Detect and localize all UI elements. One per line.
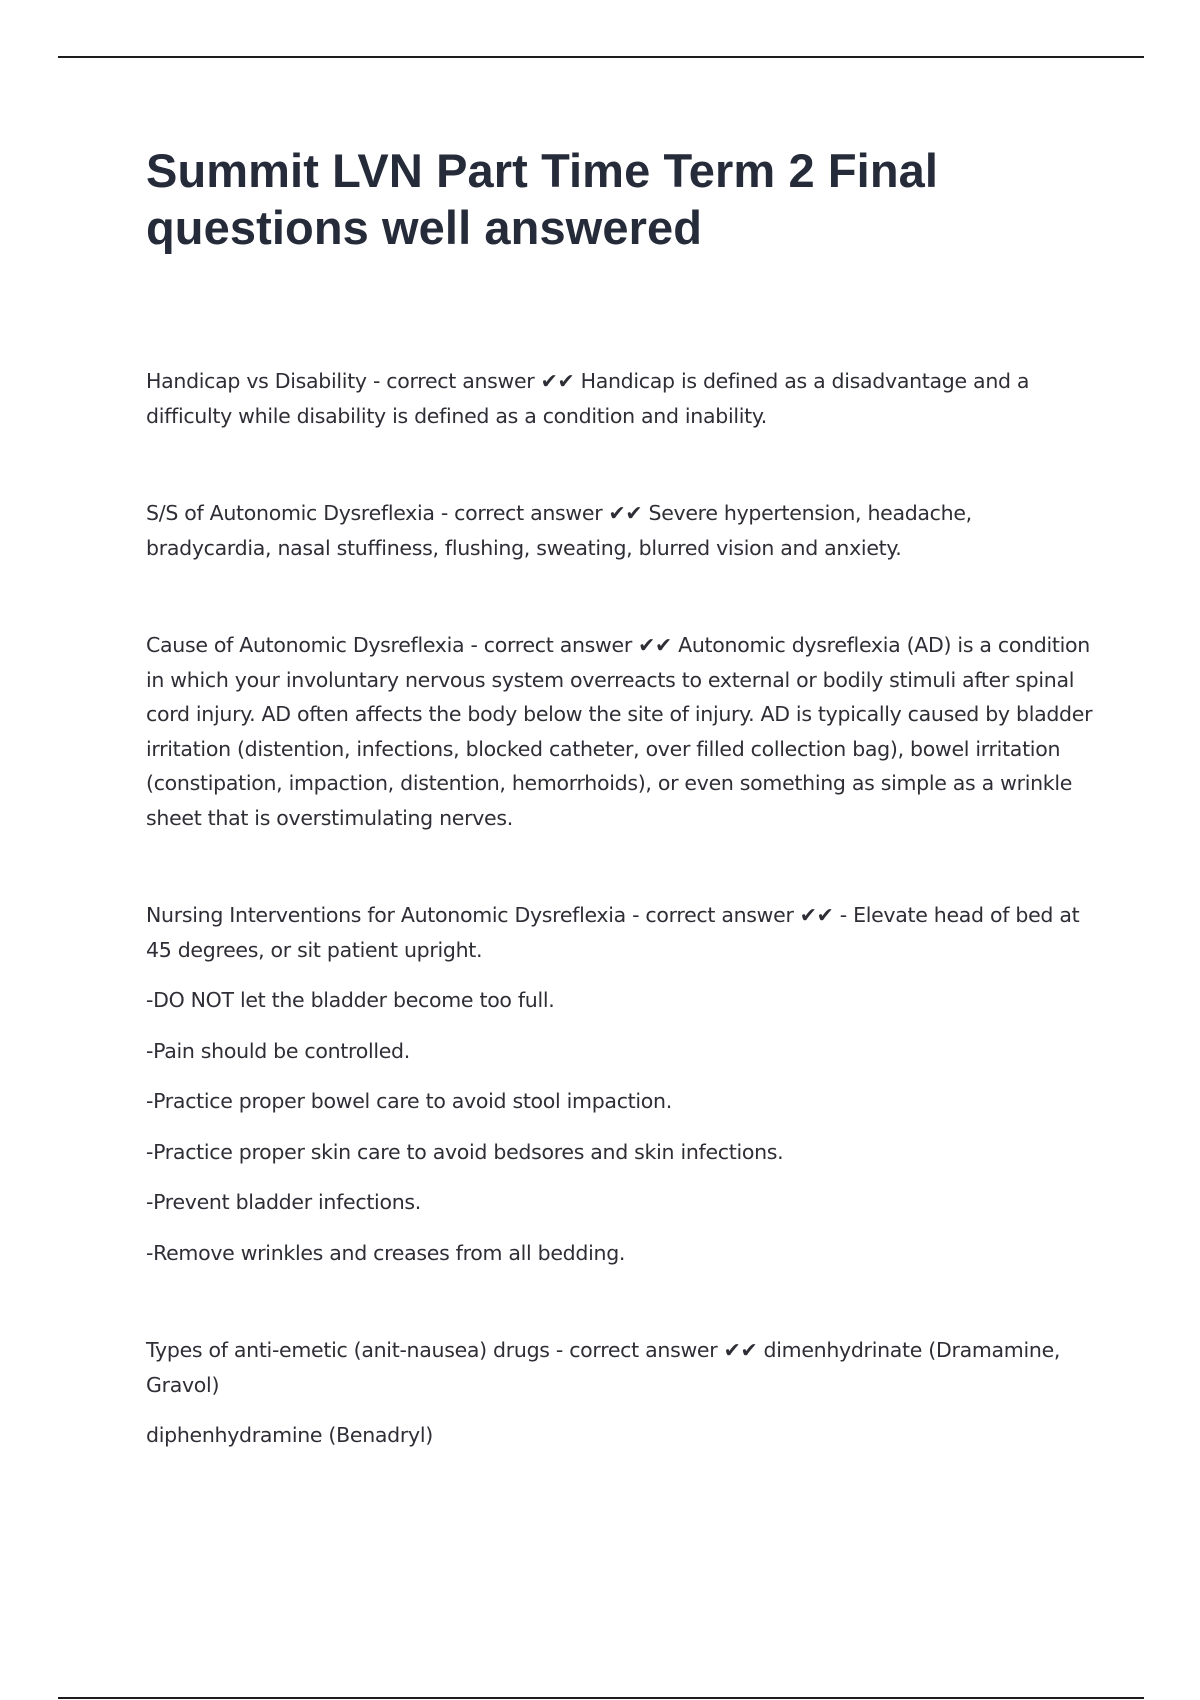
intervention-line: -Pain should be controlled. <box>146 1038 410 1063</box>
qa-item-anti-emetic-drugs <box>146 1333 1096 1453</box>
document-title: Summit LVN Part Time Term 2 Final questions well answered <box>146 144 939 254</box>
intervention-line: -Practice proper skin care to avoid bedsores and skin infections. <box>146 1139 784 1164</box>
qa-text: Handicap vs Disability - correct answer ✔✔ Handicap is defined as a disadvantage and a difficulty while disability is defined as a condition and inability. <box>146 369 1030 428</box>
qa-item-ss-autonomic-dysreflexia <box>146 496 1096 565</box>
qa-item-handicap-vs-disability <box>146 364 1096 433</box>
bottom-rule <box>58 1697 1144 1699</box>
top-rule <box>58 56 1144 58</box>
qa-text: S/S of Autonomic Dysreflexia - correct answer ✔✔ Severe hypertension, headache, bradycardia, nasal stuffiness, flushing, sweating, blurred vision and anxiety. <box>146 501 972 560</box>
qa-item-cause-autonomic-dysreflexia <box>146 628 1096 835</box>
qa-text: Nursing Interventions for Autonomic Dysreflexia - correct answer ✔✔ - Elevate head of bed at 45 degrees, or sit patient upright. <box>146 903 1080 962</box>
intervention-line: -Prevent bladder infections. <box>146 1190 421 1214</box>
intervention-line: -DO NOT let the bladder become too full. <box>146 988 555 1012</box>
document-body <box>146 142 1096 1516</box>
intervention-line: -Remove wrinkles and creases from all bedding. <box>146 1240 626 1265</box>
intervention-line: -Practice proper bowel care to avoid stool impaction. <box>146 1089 672 1113</box>
qa-item-nursing-interventions <box>146 898 1096 1270</box>
qa-text: Cause of Autonomic Dysreflexia - correct answer ✔✔ Autonomic dysreflexia (AD) is a condition in which your involuntary nervous system overreacts to external or bodily stimuli after spinal cord injury. AD often affects the body below the site of injury. AD is typically caused by bladder irritation (distention, infections, blocked catheter, over filled collection bag), bowel irritation (constipation, impaction, distention, hemorrhoids), or even something as simple as a wrinkle sheet that is overstimulating nerves. <box>146 633 1093 830</box>
qa-list <box>146 364 1096 1453</box>
drug-line: diphenhydramine (Benadryl) <box>146 1423 433 1447</box>
qa-text: Types of anti-emetic (anit-nausea) drugs - correct answer ✔✔ dimenhydrinate (Dramamine, Gravol) <box>146 1338 1061 1397</box>
